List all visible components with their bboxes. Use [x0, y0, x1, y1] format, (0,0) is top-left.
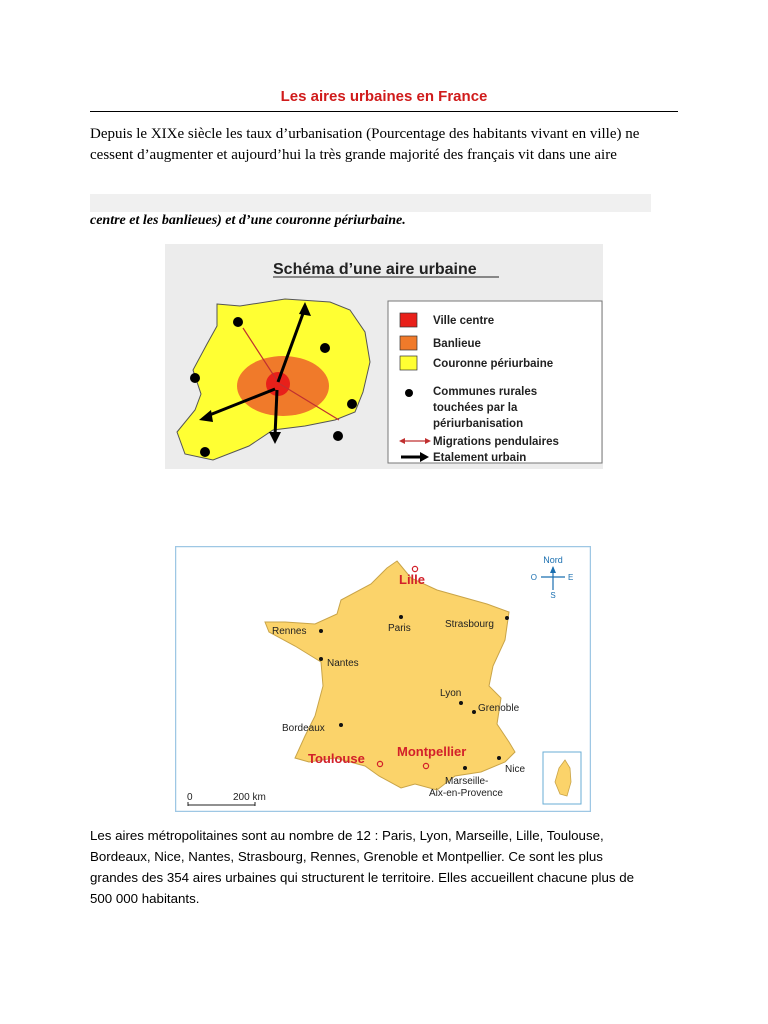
- italic-line: centre et les banlieues) et d’une couronne périurbaine.: [90, 213, 406, 228]
- legend-ville-centre: Ville centre: [433, 315, 495, 327]
- scale-distance: 200 km: [233, 792, 266, 803]
- highlighted-band: [90, 194, 651, 212]
- legend-commune-dot: [405, 389, 413, 397]
- etalement-arrow: [275, 390, 277, 436]
- france-map: [175, 546, 591, 812]
- intro-line-1: Depuis le XIXe siècle les taux d’urbanisation (Pourcentage des habitants vivant en ville) ne: [90, 126, 640, 142]
- scale-zero: 0: [187, 792, 193, 803]
- commune-dot: [233, 317, 243, 327]
- outro-line-4: 500 000 habitants.: [90, 891, 200, 906]
- city-dot-bordeaux: [339, 723, 343, 727]
- legend-couronne: Couronne périurbaine: [433, 358, 554, 370]
- city-dot-lyon: [459, 701, 463, 705]
- city-dot-nantes: [319, 657, 323, 661]
- compass-nord: Nord: [543, 555, 563, 565]
- legend-communes-3: périurbanisation: [433, 418, 524, 430]
- legend-communes-2: touchées par la: [433, 402, 518, 414]
- legend-migrations: Migrations pendulaires: [433, 436, 559, 448]
- city-toulouse: Toulouse: [308, 751, 365, 766]
- commune-dot: [333, 431, 343, 441]
- city-dot-grenoble: [472, 710, 476, 714]
- legend-swatch-banlieue: [400, 336, 417, 350]
- outro-paragraph: [90, 825, 690, 909]
- city-paris: Paris: [388, 623, 411, 634]
- city-nantes: Nantes: [327, 658, 359, 669]
- compass-o: O: [530, 573, 537, 582]
- commune-dot: [190, 373, 200, 383]
- city-bordeaux: Bordeaux: [282, 723, 325, 734]
- commune-dot: [200, 447, 210, 457]
- commune-dot: [347, 399, 357, 409]
- page-title: Les aires urbaines en France: [280, 88, 488, 105]
- city-rennes: Rennes: [272, 626, 307, 637]
- outro-line-1: Les aires métropolitaines sont au nombre de 12 : Paris, Lyon, Marseille, Lille, Toulouse,: [90, 828, 604, 843]
- city-dot-marseille: [463, 766, 467, 770]
- city-montpellier: Montpellier: [397, 744, 467, 759]
- intro-line-2: cessent d’augmenter et aujourd’hui la très grande majorité des français vit dans une aire: [90, 147, 617, 163]
- city-marseille-2: Aix-en-Provence: [429, 788, 503, 799]
- city-marseille-1: Marseille-: [445, 776, 489, 787]
- legend-swatch-couronne: [400, 356, 417, 370]
- schema-title: Schéma d’une aire urbaine: [273, 261, 477, 278]
- legend-banlieue: Banlieue: [433, 338, 481, 350]
- commune-dot: [320, 343, 330, 353]
- compass-s: S: [550, 591, 556, 600]
- city-dot-paris: [399, 615, 403, 619]
- city-strasbourg: Strasbourg: [445, 619, 494, 630]
- legend-swatch-ville-centre: [400, 313, 417, 327]
- city-dot-rennes: [319, 629, 323, 633]
- legend-etalement: Etalement urbain: [433, 452, 527, 464]
- intro-paragraph: [90, 124, 690, 166]
- outro-line-2: Bordeaux, Nice, Nantes, Strasbourg, Rennes, Grenoble et Montpellier. Ce sont les plus: [90, 849, 603, 864]
- compass-e: E: [568, 573, 574, 582]
- city-nice: Nice: [505, 764, 526, 775]
- city-grenoble: Grenoble: [478, 703, 520, 714]
- city-dot-strasbourg: [505, 616, 509, 620]
- city-dot-nice: [497, 756, 501, 760]
- city-lille: Lille: [399, 572, 426, 587]
- city-lyon: Lyon: [440, 688, 462, 699]
- outro-line-3: grandes des 354 aires urbaines qui structurent le territoire. Elles accueillent chacune plus de: [90, 870, 635, 885]
- urban-area-schema: [165, 244, 603, 469]
- legend-communes-1: Communes rurales: [433, 386, 538, 398]
- title-rule: [90, 111, 678, 112]
